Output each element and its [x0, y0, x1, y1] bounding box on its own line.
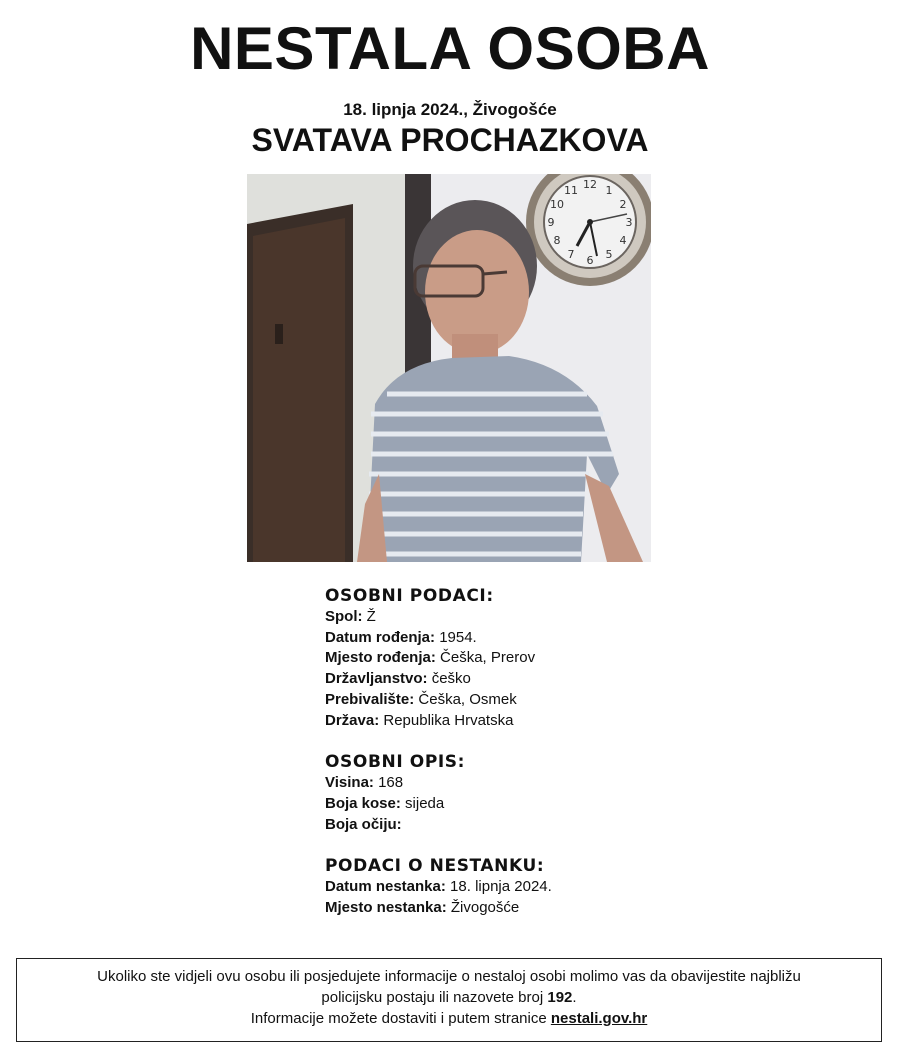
detail-label: Spol: [325, 608, 363, 625]
detail-label: Visina: [325, 774, 374, 792]
detail-value: 18. lipnja 2024. [450, 878, 552, 896]
contact-notice-box [16, 958, 882, 1042]
description-heading: OSOBNI OPIS: [325, 752, 466, 773]
detail-label: Datum nestanka: [325, 878, 446, 896]
detail-value: sijeda [405, 794, 445, 812]
clock-number: 11 [564, 184, 578, 197]
date-location: 18. lipnja 2024., Živogošće [343, 100, 557, 119]
details-block [325, 585, 745, 939]
notice-line-3 [17, 1008, 881, 1029]
detail-label: Država: [325, 711, 380, 729]
clock-number: 2 [619, 198, 627, 211]
detail-label: Boja očiju: [325, 815, 402, 833]
detail-row [325, 815, 745, 836]
poster-title: NESTALA OSOBA [190, 15, 710, 82]
disappearance-heading: PODACI O NESTANKU: [325, 856, 545, 877]
notice-text: policijsku postaju ili nazovete broj [321, 989, 544, 1006]
clock-number: 12 [583, 178, 597, 191]
detail-row [325, 690, 745, 711]
detail-row [325, 898, 745, 919]
detail-row [325, 773, 745, 794]
detail-row [325, 669, 745, 690]
personal-data-section [325, 585, 745, 731]
detail-row [325, 877, 745, 898]
notice-text: Informacije možete dostaviti i putem stranice [250, 1010, 547, 1027]
detail-label: Datum rođenja: [325, 628, 436, 646]
website-link[interactable]: nestali.gov.hr [550, 1010, 648, 1027]
clock-number: 4 [619, 234, 627, 247]
detail-value: Češka, Prerov [440, 649, 536, 667]
notice-punct: . [572, 989, 577, 1006]
clock-number: 6 [586, 254, 594, 267]
detail-label: Mjesto nestanka: [325, 899, 447, 917]
phone-number: 192 [547, 989, 573, 1006]
detail-value: 168 [378, 774, 404, 792]
detail-value: Republika Hrvatska [383, 711, 514, 729]
person-name: SVATAVA PROCHAZKOVA [251, 122, 649, 158]
detail-value: Ž [366, 608, 376, 625]
description-section [325, 751, 745, 835]
person-photo [247, 174, 651, 562]
clock-number: 1 [605, 184, 613, 197]
detail-row [325, 628, 745, 649]
detail-value: 1954. [439, 628, 477, 646]
personal-data-heading: OSOBNI PODACI: [325, 586, 494, 606]
detail-label: Prebivalište: [325, 690, 415, 708]
notice-line-1: Ukoliko ste vidjeli ovu osobu ili posjedujete informacije o nestaloj osobi molimo vas da obavijestite najbližu [97, 968, 801, 985]
detail-row [325, 648, 745, 669]
detail-label: Mjesto rođenja: [325, 649, 436, 667]
detail-value: češko [431, 670, 471, 688]
clock-number: 3 [625, 216, 633, 229]
disappearance-section [325, 855, 745, 918]
detail-value: Živogošće [450, 899, 520, 917]
clock-number: 9 [547, 216, 555, 229]
detail-label: Državljanstvo: [325, 670, 428, 688]
detail-value: Češka, Osmek [418, 690, 517, 708]
notice-line-2 [17, 987, 881, 1008]
detail-label: Boja kose: [325, 794, 401, 812]
clock-number: 10 [550, 198, 564, 211]
clock-number: 7 [567, 248, 575, 261]
detail-row [325, 711, 745, 732]
clock-number: 8 [553, 234, 561, 247]
detail-row [325, 794, 745, 815]
clock-number: 5 [605, 248, 613, 261]
detail-row [325, 607, 745, 628]
